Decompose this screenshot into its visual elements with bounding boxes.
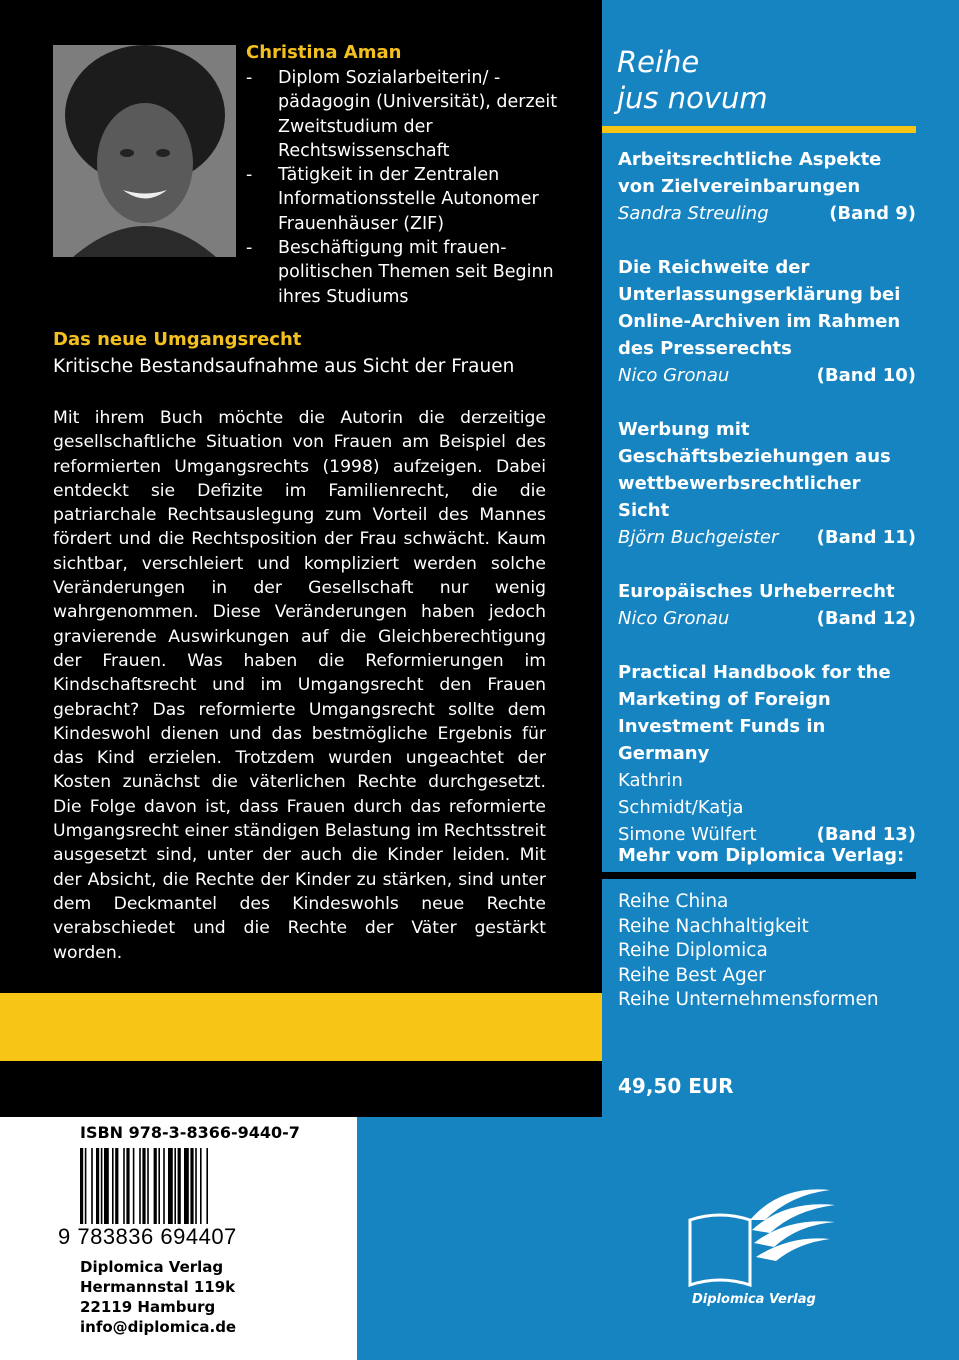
series-entry-author: Nico Gronau: [618, 608, 730, 629]
barcode-bar: [142, 1148, 145, 1224]
more-item: Reihe Unternehmensformen: [618, 989, 879, 1010]
barcode-bar: [101, 1148, 103, 1224]
series-entry-title: Arbeitsrechtliche Aspekte von Zielvereinbarungen: [618, 149, 882, 197]
more-item: Reihe Diplomica: [618, 940, 768, 961]
barcode-bar: [139, 1148, 141, 1224]
series-title-line2: jus novum: [617, 81, 768, 115]
series-entry-author: Nico Gronau: [618, 365, 730, 386]
barcode-bar: [104, 1148, 109, 1224]
barcode-bar: [154, 1148, 157, 1224]
series-entry-author: Sandra Streuling: [618, 203, 769, 224]
series-rule: [602, 126, 916, 133]
more-item: Reihe Nachhaltigkeit: [618, 915, 809, 937]
diplomica-logo: [680, 1175, 840, 1325]
price: 49,50 EUR: [618, 1074, 734, 1098]
series-entry-band: (Band 11): [816, 527, 916, 548]
more-list: [618, 890, 879, 1013]
series-entry: [618, 416, 916, 551]
series-entry: [618, 254, 916, 389]
series-entry-band: (Band 13): [816, 824, 916, 845]
barcode-bar: [147, 1148, 149, 1224]
barcode-bar: [190, 1148, 193, 1224]
more-title: Mehr vom Diplomica Verlag:: [618, 845, 905, 866]
barcode-bar: [184, 1148, 189, 1224]
barcode: [80, 1148, 266, 1224]
publisher-street: Hermannstal 119k: [80, 1278, 236, 1296]
barcode-bar: [163, 1148, 165, 1224]
barcode-bar: [168, 1148, 173, 1224]
bio-text: Diplom Sozialarbeiterin/ -pädagogin (Universität), derzeit Zweitstudium der Rechtswissenschaft: [278, 68, 558, 161]
series-entry: [618, 146, 916, 227]
barcode-bar: [174, 1148, 176, 1224]
series-entry-band: (Band 9): [829, 203, 916, 224]
publisher-email: info@diplomica.de: [80, 1318, 237, 1336]
series-title: [617, 44, 768, 116]
logo-text: Diplomica Verlag: [692, 1292, 816, 1307]
series-entry-title: Europäisches Urheberrecht: [618, 581, 895, 602]
bio-item: - Beschäftigung mit frauen- politischen Themen seit Beginn ihres Studiums: [246, 238, 554, 307]
series-entry: [618, 659, 916, 848]
barcode-bar: [80, 1148, 83, 1224]
barcode-bar: [158, 1148, 160, 1224]
bio-text: Beschäftigung mit frauen- politischen Themen seit Beginn ihres Studiums: [278, 238, 554, 307]
more-rule: [602, 872, 916, 879]
barcode-bar: [195, 1148, 197, 1224]
barcode-bar: [96, 1148, 99, 1224]
barcode-bar: [112, 1148, 114, 1224]
portrait-image: [53, 45, 236, 257]
bio-item: - Tätigkeit in der Zentralen Informationsstelle Autonomer Frauenhäuser (ZIF): [246, 165, 539, 234]
publisher-address: [80, 1257, 236, 1337]
barcode-digits: 9 783836 694407: [58, 1224, 237, 1249]
series-list: [618, 146, 916, 875]
series-entry-title: Die Reichweite der Unterlassungserklärung bei Online-Archiven im Rahmen des Presserechts: [618, 257, 901, 359]
barcode-bar: [133, 1148, 135, 1224]
author-name: Christina Aman: [246, 42, 402, 63]
bio-item: - Diplom Sozialarbeiterin/ -pädagogin (Universität), derzeit Zweitstudium der Rechtswissenschaft: [246, 68, 558, 161]
book-blurb: Mit ihrem Buch möchte die Autorin die derzeitige gesellschaftliche Situation von Frauen am Beispiel des reformierten Umgangsrechts (1998) aufzeigen. Dabei entdeckt sie Defizite im Familienrecht, die die patriarchale Rechtsauslegung zum Vorteil des Mannes fördert und die Rechtsposition der Frau schwächt. Kaum sichtbar, verschleiert und kompliziert werden solche Veränderungen in der Gesellschaft nur wenig wahrgenommen. Diese Veränderungen haben jedoch gravierende Auswirkungen auf die Gleichberechtigung der Frauen. Was haben die Reformierungen im Kindschaftsrecht und im Umgangsrecht den Frauen gebracht? Das reformierte Umgangsrecht sollte dem Kindeswohl dienen und das bestmögliche Ergebnis für das Kind erzielen. Trotzdem wurden ungeachtet der Kosten zunächst die väterlichen Rechte durchgesetzt. Die Folge davon ist, dass Frauen durch das reformierte Umgangsrecht einer ständigen Belastung im Rechtsstreit ausgesetzt sind, unter der auch die Kinder leiden. Mit der Absicht, die Rechte der Kinder zu stärken, sind unter dem Deckmantel des Kindeswohls neue Rechte verabschiedet und die Rechte der Väter gestärkt worden.: [53, 408, 546, 963]
barcode-bar: [85, 1148, 87, 1224]
more-item: Reihe China: [618, 891, 729, 912]
series-entry-author: Kathrin Schmidt/Katja Simone Wülfert: [618, 770, 757, 845]
series-entry: [618, 578, 916, 632]
barcode-bar: [91, 1148, 93, 1224]
author-bio: [246, 66, 566, 309]
barcode-bar: [206, 1148, 208, 1224]
isbn: ISBN 978-3-8366-9440-7: [80, 1123, 300, 1142]
bio-text: Tätigkeit in der Zentralen Informationsstelle Autonomer Frauenhäuser (ZIF): [278, 165, 539, 234]
barcode-bar: [123, 1148, 125, 1224]
barcode-bar: [115, 1148, 118, 1224]
series-entry-title: Werbung mit Geschäftsbeziehungen aus wettbewerbsrechtlicher Sicht: [618, 419, 891, 521]
blue-footer: [357, 1117, 959, 1360]
book-logo-icon: [680, 1175, 840, 1325]
book-subtitle: Kritische Bestandsaufnahme aus Sicht der Frauen: [53, 356, 515, 377]
series-entry-band: (Band 10): [816, 365, 916, 386]
more-item: Reihe Best Ager: [618, 964, 766, 986]
series-entry-band: (Band 12): [816, 608, 916, 629]
barcode-bar: [178, 1148, 181, 1224]
author-photo: [53, 45, 236, 257]
book-title: Das neue Umgangsrecht: [53, 329, 302, 350]
barcode-bar: [126, 1148, 129, 1224]
publisher-name: Diplomica Verlag: [80, 1258, 224, 1276]
barcode-bar: [200, 1148, 202, 1224]
series-entry-title: Practical Handbook for the Marketing of Foreign Investment Funds in Germany: [618, 662, 891, 764]
series-title-line1: Reihe: [617, 45, 700, 79]
series-entry-author: Björn Buchgeister: [618, 527, 779, 548]
publisher-city: 22119 Hamburg: [80, 1298, 216, 1316]
